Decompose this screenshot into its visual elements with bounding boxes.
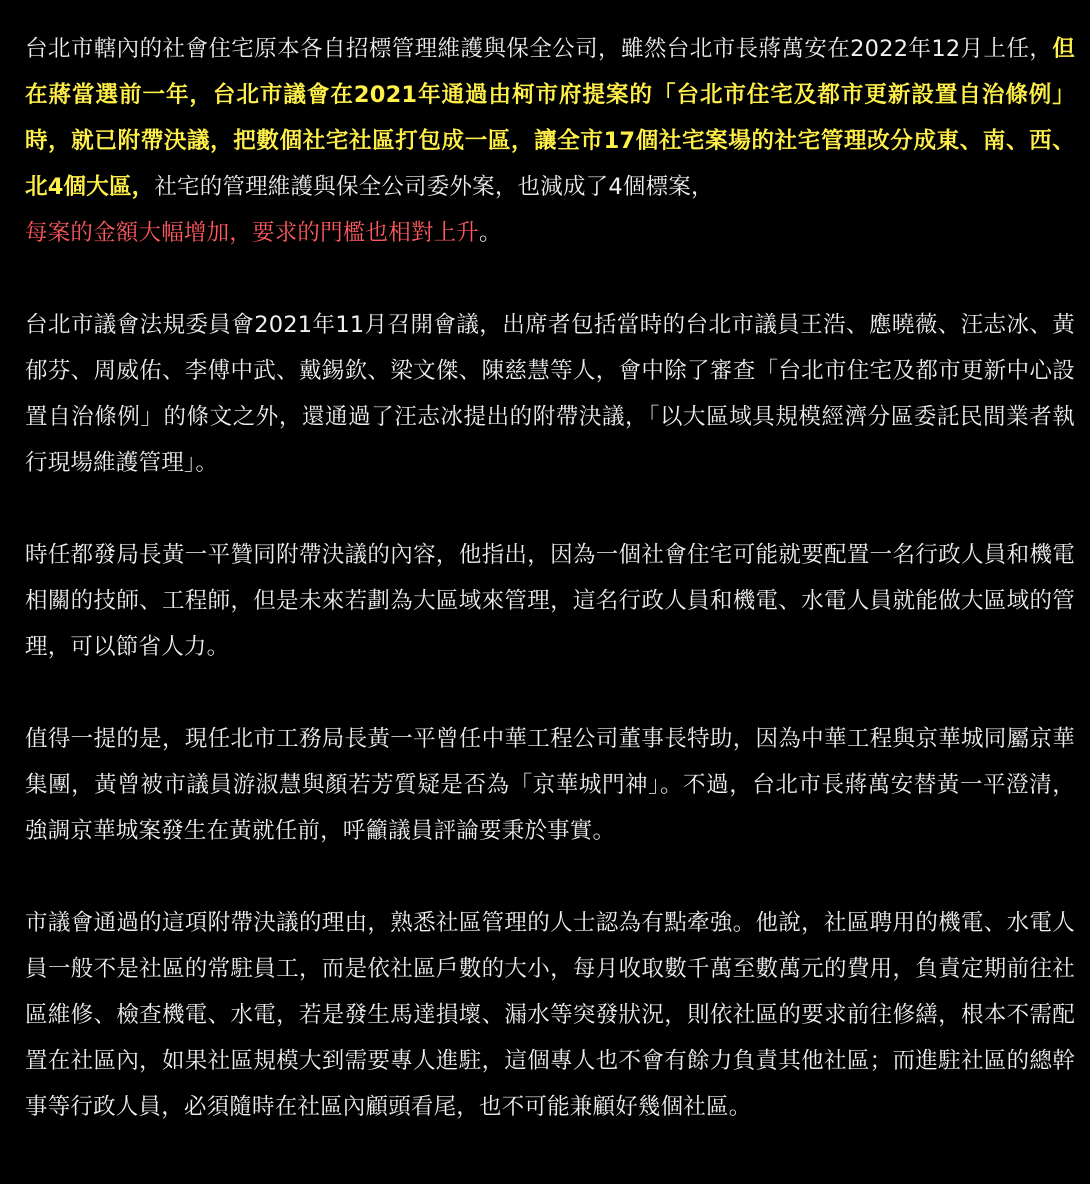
paragraph-5: 市議會通過的這項附帶決議的理由，熟悉社區管理的人士認為有點牽強。他說，社區聘用的機電、水電人員一般不是社區的常駐員工，而是依社區戶數的大小，每月收取數千萬至數萬元的費用，負責定期前往社區維修、檢查機電、水電，若是發生馬達損壞、漏水等突發狀況，則依社區的要求前往修繕，根本不需配置在社區內，如果社區規模大到需要專人進駐，這個專人也不會有餘力負責其他社區；而進駐社區的總幹事等行政人員，必須隨時在社區內顧頭看尾，也不可能兼顧好幾個社區。 — [25, 910, 1075, 1120]
paragraph-1-middle: 社宅的管理維護與保全公司委外案，也減成了4個標案， — [154, 174, 714, 200]
highlighted-text-red: 每案的金額大幅增加，要求的門檻也相對上升 — [25, 220, 480, 246]
article-body — [25, 26, 1075, 1130]
paragraph-1-lead: 台北市轄內的社會住宅原本各自招標管理維護與保全公司，雖然台北市長蔣萬安在2022年12月上任， — [25, 36, 1053, 62]
paragraph-1 — [25, 26, 1075, 256]
paragraph-1-end: 。 — [479, 220, 502, 246]
paragraph-3: 時任都發局長黃一平贊同附帶決議的內容，他指出，因為一個社會住宅可能就要配置一名行政人員和機電相關的技師、工程師，但是未來若劃為大區域來管理，這名行政人員和機電、水電人員就能做大區域的管理，可以節省人力。 — [25, 542, 1075, 660]
highlighted-text-yellow: 但在蔣當選前一年，台北市議會在2021年通過由柯市府提案的「台北市住宅及都市更新設置自治條例」時，就已附帶決議，把數個社宅社區打包成一區，讓全市17個社宅案場的社宅管理改分成東、南、西、北4個大區， — [25, 36, 1075, 200]
paragraph-2: 台北市議會法規委員會2021年11月召開會議，出席者包括當時的台北市議員王浩、應曉薇、汪志冰、黃郁芬、周威佑、李傅中武、戴錫欽、梁文傑、陳慈慧等人，會中除了審查「台北市住宅及都市更新中心設置自治條例」的條文之外，還通過了汪志冰提出的附帶決議，「以大區域具規模經濟分區委託民間業者執行現場維護管理」。 — [25, 312, 1075, 476]
paragraph-4: 值得一提的是，現任北市工務局長黃一平曾任中華工程公司董事長特助，因為中華工程與京華城同屬京華集團，黃曾被市議員游淑慧與顏若芳質疑是否為「京華城門神」。不過，台北市長蔣萬安替黃一平澄清，強調京華城案發生在黃就任前，呼籲議員評論要秉於事實。 — [25, 726, 1075, 844]
